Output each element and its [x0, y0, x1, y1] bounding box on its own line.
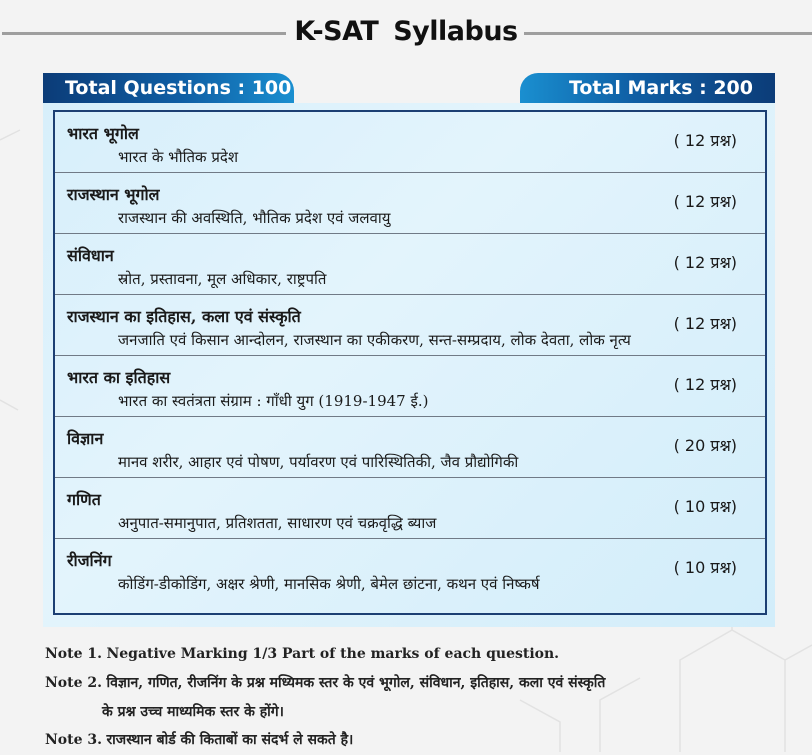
- syllabus-row-india-geography: [55, 112, 765, 173]
- note-text: Negative Marking 1/3 Part of the marks of each question.: [106, 646, 560, 662]
- note-text: विज्ञान, गणित, रीजनिंग के प्रश्न मध्यिमक स्तर के एवं भूगोल, संविधान, इतिहास, कला एवं संस्कृति: [106, 675, 606, 691]
- note-label: Note 2.: [45, 675, 102, 691]
- subject-topics: मानव शरीर, आहार एवं पोषण, पर्यावरण एवं पारिस्थितिकी, जैव प्रौद्योगिकी: [118, 453, 519, 471]
- total-questions-badge: Total Questions : 100: [43, 73, 294, 104]
- note-text: राजस्थान बोर्ड की किताबों का संदर्भ ले सकते है।: [106, 732, 354, 748]
- subject-topics: जनजाति एवं किसान आन्दोलन, राजस्थान का एकीकरण, सन्त-सम्प्रदाय, लोक देवता, लोक नृत्य: [118, 331, 631, 349]
- syllabus-row-constitution: [55, 234, 765, 295]
- question-count: ( 12 प्रश्न): [673, 192, 737, 211]
- note-2: [45, 669, 785, 698]
- question-count: ( 10 प्रश्न): [673, 497, 737, 516]
- syllabus-row-rajasthan-geography: [55, 173, 765, 234]
- syllabus-row-rajasthan-history: [55, 295, 765, 356]
- subject-topics: राजस्थान की अवस्थिति, भौतिक प्रदेश एवं जलवायु: [118, 209, 391, 227]
- title-divider-left: [2, 32, 286, 35]
- subject-topics: कोडिंग-डीकोडिंग, अक्षर श्रेणी, मानसिक श्रेणी, बेमेल छांटना, कथन एवं निष्कर्ष: [118, 575, 540, 593]
- note-label: Note 3.: [45, 732, 102, 748]
- note-2-continuation: के प्रश्न उच्च माध्यमिक स्तर के होंगे।: [102, 704, 284, 720]
- subject-topics: भारत के भौतिक प्रदेश: [118, 148, 239, 166]
- total-marks-badge: Total Marks : 200: [520, 73, 775, 104]
- subject-title: राजस्थान का इतिहास, कला एवं संस्कृति: [67, 307, 301, 326]
- subject-topics: अनुपात-समानुपात, प्रतिशतता, साधारण एवं चक्रवृद्धि ब्याज: [118, 514, 437, 532]
- page-title: K-SAT Syllabus: [294, 16, 518, 47]
- syllabus-row-science: [55, 417, 765, 478]
- question-count: ( 12 प्रश्न): [673, 314, 737, 333]
- subject-title: गणित: [67, 490, 101, 509]
- question-count: ( 12 प्रश्न): [673, 375, 737, 394]
- subject-title: राजस्थान भूगोल: [67, 185, 160, 204]
- page-header: [0, 12, 812, 52]
- subject-title: भारत का इतिहास: [67, 368, 171, 387]
- note-1: [45, 640, 785, 669]
- question-count: ( 12 प्रश्न): [673, 253, 737, 272]
- notes-section: [45, 640, 785, 755]
- question-count: ( 12 प्रश्न): [673, 131, 737, 150]
- question-count: ( 20 प्रश्न): [673, 436, 737, 455]
- question-count: ( 10 प्रश्न): [673, 558, 737, 577]
- syllabus-row-mathematics: [55, 478, 765, 539]
- title-divider-right: [524, 32, 812, 35]
- syllabus-row-india-history: [55, 356, 765, 417]
- syllabus-table: [53, 110, 767, 615]
- subject-title: रीजनिंग: [67, 551, 112, 570]
- subject-topics: स्रोत, प्रस्तावना, मूल अधिकार, राष्ट्रपति: [118, 270, 327, 288]
- subject-topics: भारत का स्वतंत्रता संग्राम : गाँधी युग (1919-1947 ई.): [118, 392, 429, 410]
- syllabus-row-reasoning: [55, 539, 765, 617]
- subject-title: संविधान: [67, 246, 114, 265]
- subject-title: भारत भूगोल: [67, 124, 139, 143]
- subject-title: विज्ञान: [67, 429, 104, 448]
- note-label: Note 1.: [45, 646, 102, 662]
- note-3: [45, 726, 785, 755]
